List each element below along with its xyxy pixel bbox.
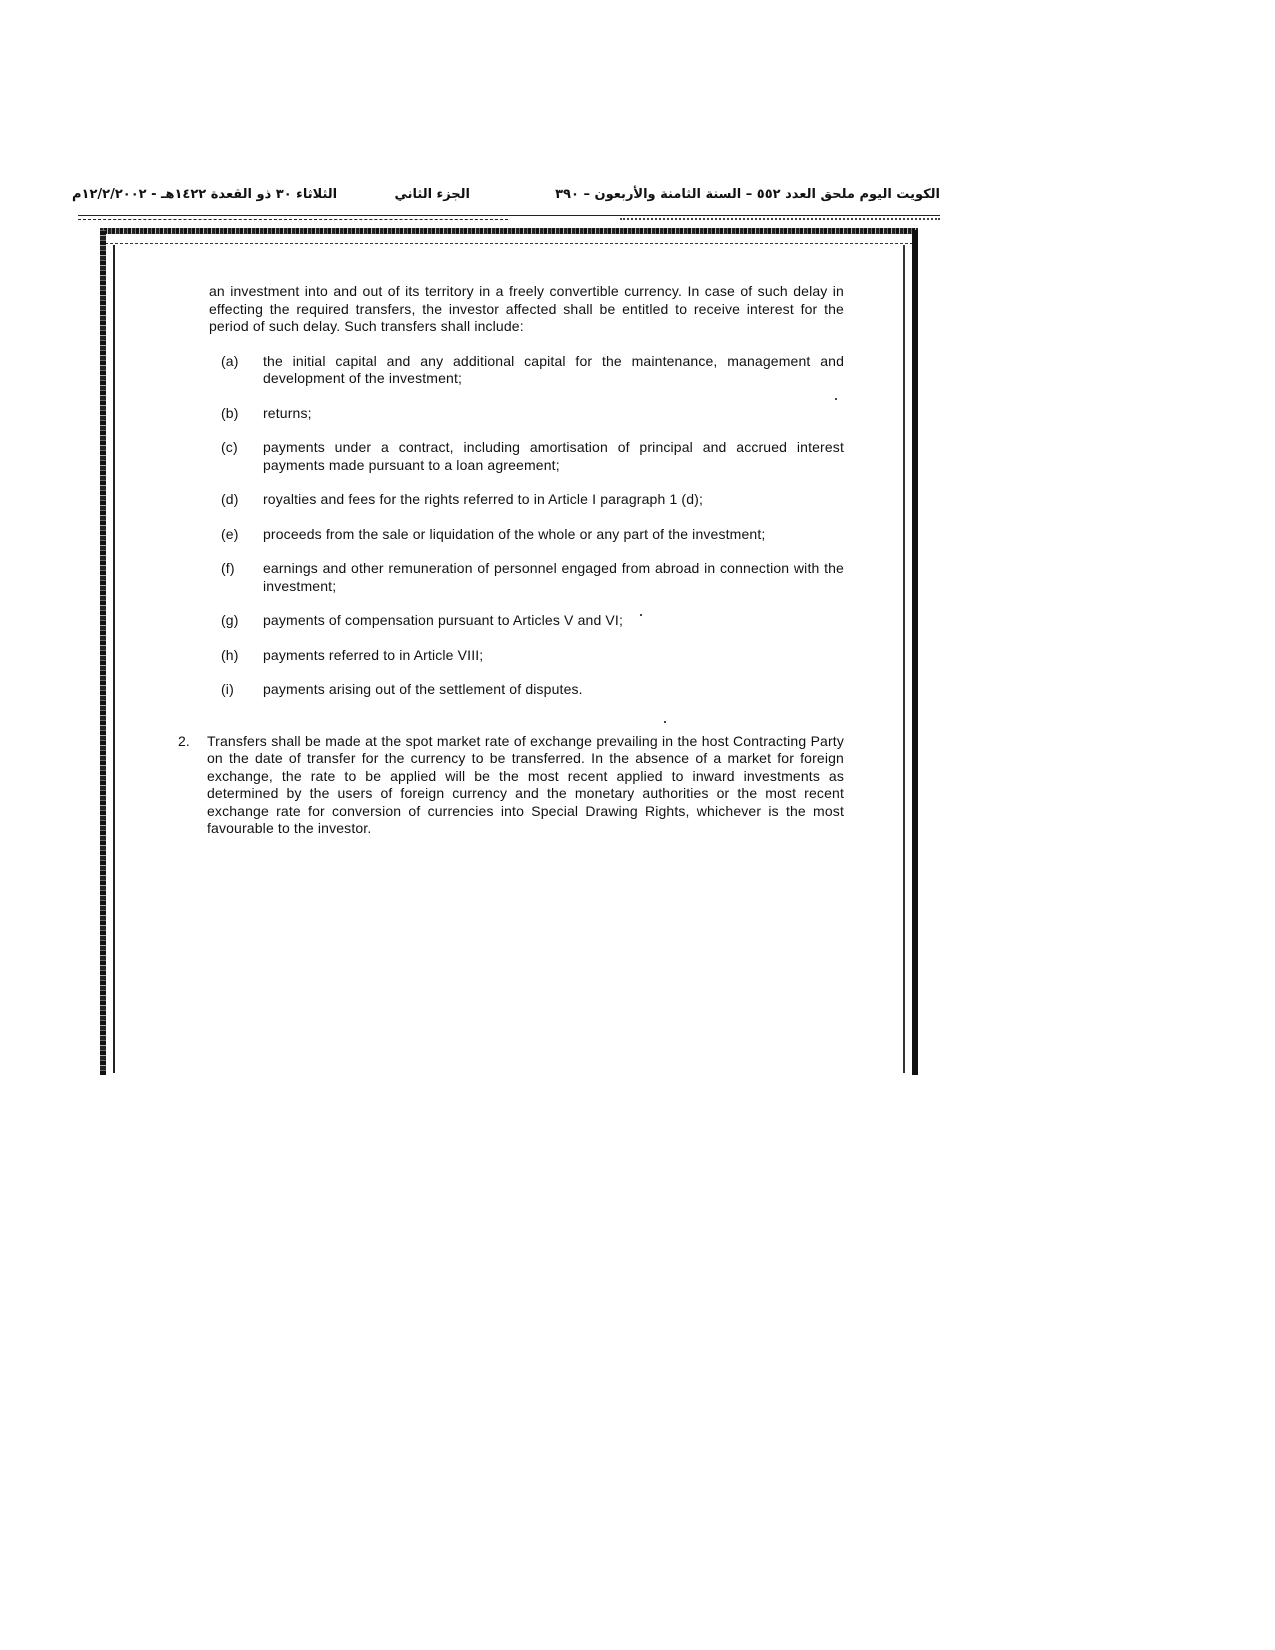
- list-item-text: royalties and fees for the rights referred to in Article I paragraph 1 (d);: [263, 491, 704, 507]
- page-header: [72, 183, 940, 209]
- header-date: الثلاثاء ٣٠ ذو القعدة ١٤٢٢هـ - ١٢/٢/٢٠٠٢م: [72, 187, 338, 202]
- list-item: [178, 491, 844, 509]
- list-item: [178, 526, 844, 544]
- list-item: [178, 612, 844, 630]
- paragraph-2: [178, 733, 844, 838]
- document-body: [178, 283, 844, 838]
- list-item: [178, 560, 844, 595]
- list-item-text: proceeds from the sale or liquidation of the whole or any part of the investment;: [263, 525, 766, 542]
- frame-border-top: [100, 228, 918, 234]
- transfer-items-list: [178, 353, 844, 699]
- list-item-text: the initial capital and any additional capital for the maintenance, management and development of the investment;: [263, 352, 844, 386]
- intro-paragraph: an investment into and out of its territory in a freely convertible currency. In case of such delay in effecting the required transfers, the investor affected shall be entitled to receive interest for the period of such delay. Such transfers shall include:: [209, 283, 844, 334]
- list-item: [178, 405, 844, 423]
- paragraph-text: Transfers shall be made at the spot market rate of exchange prevailing in the host Contracting Party on the date of transfer for the currency to be transferred. In the absence of a market for foreign exchange, the rate to be applied will be the most recent applied to inward investments as determined by the users of foreign currency and the monetary authorities or the most recent exchange rate for conversion of currencies into Special Drawing Rights, whichever is the most favourable to the investor.: [207, 732, 844, 836]
- header-rule: [78, 215, 940, 216]
- header-rule-dotted: [620, 218, 940, 220]
- list-item-text: payments under a contract, including amortisation of principal and accrued interest payments made pursuant to a loan agreement;: [263, 439, 844, 473]
- list-item-label: (f): [221, 560, 235, 576]
- list-item-label: (b): [221, 404, 239, 421]
- list-item-text: earnings and other remuneration of personnel engaged from abroad in connection with the investment;: [263, 560, 844, 594]
- list-item-text: payments arising out of the settlement of disputes.: [263, 681, 583, 697]
- list-item-text: returns;: [263, 404, 312, 421]
- frame-border-top-inner: [100, 243, 918, 244]
- list-item-text: payments referred to in Article VIII;: [263, 646, 484, 663]
- list-item-label: (h): [221, 646, 239, 663]
- list-item-label: (g): [221, 612, 239, 628]
- header-rule-dashed: [78, 219, 508, 220]
- list-item: [178, 681, 844, 699]
- list-item-label: (e): [221, 525, 239, 542]
- list-item: [178, 353, 844, 388]
- frame-border-left: [100, 230, 106, 1075]
- list-item: [178, 647, 844, 665]
- list-item-label: (a): [221, 352, 239, 369]
- paragraph-number: 2.: [178, 732, 190, 749]
- list-item-text: payments of compensation pursuant to Articles V and VI;: [263, 612, 623, 628]
- frame-border-left-inner: [113, 245, 115, 1073]
- header-issue: الكويت اليوم ملحق العدد ٥٥٢ – السنة الثامنة والأربعون – ٣٩٠: [555, 187, 940, 202]
- list-item-label: (d): [221, 491, 239, 507]
- list-item-label: (c): [221, 439, 238, 455]
- frame-border-right-inner: [903, 245, 905, 1073]
- frame-border-right: [912, 230, 918, 1075]
- list-item-label: (i): [221, 681, 234, 697]
- list-item: [178, 439, 844, 474]
- header-part: الجزء الثاني: [394, 187, 470, 202]
